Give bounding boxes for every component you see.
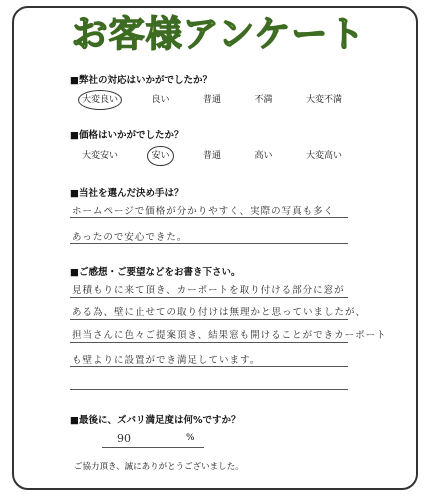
- option-price-normal[interactable]: 普通: [202, 151, 221, 161]
- option-service-dissatisfied[interactable]: 不満: [254, 95, 273, 105]
- question-satisfaction: ■最後に、ズバリ満足度は何%ですか？: [70, 415, 241, 426]
- answer-comments-line-3: 担当さんに色々ご提案頂き、結果窓も開けることができカーポート: [72, 330, 387, 341]
- option-price-very-expensive[interactable]: 大変高い: [305, 151, 342, 161]
- option-service-good[interactable]: 良い: [151, 95, 170, 105]
- option-service-normal[interactable]: 普通: [202, 95, 221, 105]
- survey-title: お客様アンケート: [71, 14, 366, 55]
- question-comments: ■ご感想・ご要望などをお書き下さい。: [70, 267, 241, 278]
- question-deciding-factor: ■当社を選んだ決め手は？: [70, 188, 184, 199]
- answer-rule-line: [70, 243, 348, 244]
- satisfaction-unit: %: [186, 433, 195, 443]
- thanks-footer: ご協力頂き、誠にありがとうございました。: [74, 462, 244, 472]
- answer-comments-line-1: 見積もりに来て頂き、カーポートを取り付ける部分に窓が: [72, 285, 345, 296]
- option-service-very-good[interactable]: 大変良い: [82, 92, 118, 108]
- answer-comments-line-2: ある為、壁に止せての取り付けは無理かと思っていましたが、: [72, 307, 367, 318]
- answer-deciding-factor-line-1: ホームページで価格が分かりやすく、実際の写真も多く: [72, 206, 335, 217]
- satisfaction-value[interactable]: 90: [117, 432, 131, 445]
- option-price-very-cheap[interactable]: 大変安い: [82, 151, 119, 161]
- answer-rule-line: [70, 342, 348, 343]
- answer-deciding-factor-line-2: あったので安心できた。: [72, 232, 188, 243]
- answer-comments-line-4: も壁よりに設置ができ満足しています。: [72, 355, 261, 366]
- answer-rule-line: [70, 366, 348, 367]
- option-service-very-dissatisfied[interactable]: 大変不満: [305, 95, 342, 105]
- answer-rule-line: [70, 297, 348, 298]
- question-service: ■弊社の対応はいかがでしたか？: [70, 75, 212, 86]
- answer-rule-line: [70, 319, 348, 320]
- option-price-cheap[interactable]: 安い: [151, 148, 169, 164]
- answer-rule-line: [70, 389, 348, 390]
- options-service: [82, 92, 342, 108]
- answer-rule-line: [70, 217, 348, 218]
- options-price: [82, 148, 342, 164]
- question-price: ■価格はいかがでしたか？: [70, 130, 184, 141]
- option-price-expensive[interactable]: 高い: [254, 151, 273, 161]
- satisfaction-rule-line: [102, 447, 204, 448]
